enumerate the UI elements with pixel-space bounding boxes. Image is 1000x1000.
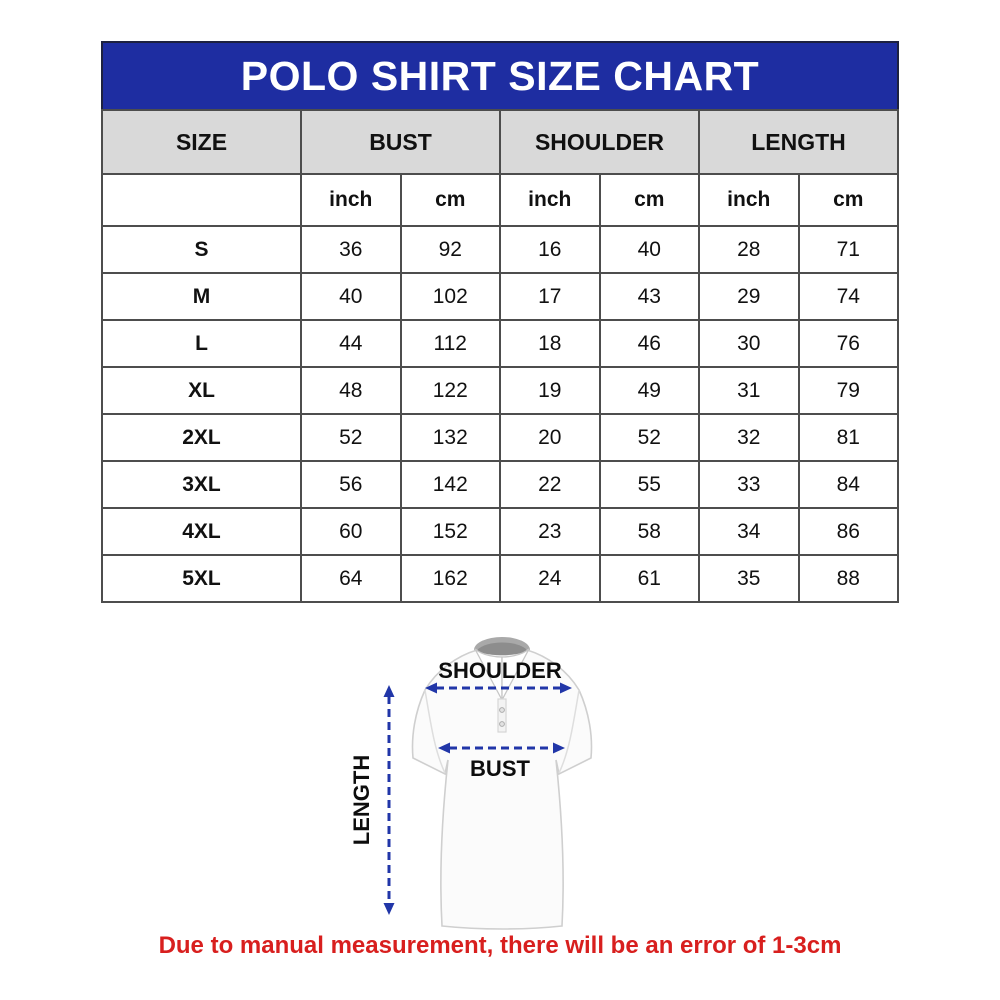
size-label: 3XL xyxy=(102,461,301,508)
cell-value: 46 xyxy=(600,320,700,367)
cell-value: 81 xyxy=(799,414,899,461)
cell-value: 52 xyxy=(301,414,401,461)
length-label: LENGTH xyxy=(349,754,374,846)
cell-value: 31 xyxy=(699,367,799,414)
cell-value: 92 xyxy=(401,226,501,273)
cell-value: 102 xyxy=(401,273,501,320)
cell-value: 79 xyxy=(799,367,899,414)
size-label: 2XL xyxy=(102,414,301,461)
size-label: 4XL xyxy=(102,508,301,555)
bust-label: BUST xyxy=(470,756,530,781)
cell-value: 55 xyxy=(600,461,700,508)
cell-value: 132 xyxy=(401,414,501,461)
polo-shirt-illustration xyxy=(325,626,675,941)
size-label: XL xyxy=(102,367,301,414)
button-icon xyxy=(500,722,505,727)
cell-value: 32 xyxy=(699,414,799,461)
col-header-bust: BUST xyxy=(301,110,500,174)
length-arrow xyxy=(384,685,395,915)
table-header-row xyxy=(102,110,898,174)
cell-value: 48 xyxy=(301,367,401,414)
table-row xyxy=(102,414,898,461)
table-unit-row xyxy=(102,174,898,226)
cell-value: 61 xyxy=(600,555,700,602)
cell-value: 34 xyxy=(699,508,799,555)
cell-value: 35 xyxy=(699,555,799,602)
col-header-shoulder: SHOULDER xyxy=(500,110,699,174)
cell-value: 64 xyxy=(301,555,401,602)
cell-value: 23 xyxy=(500,508,600,555)
cell-value: 71 xyxy=(799,226,899,273)
cell-value: 76 xyxy=(799,320,899,367)
shoulder-label: SHOULDER xyxy=(438,658,562,683)
cell-value: 56 xyxy=(301,461,401,508)
unit-length-inch: inch xyxy=(699,174,799,226)
cell-value: 17 xyxy=(500,273,600,320)
table-row xyxy=(102,461,898,508)
table-row xyxy=(102,508,898,555)
cell-value: 24 xyxy=(500,555,600,602)
cell-value: 112 xyxy=(401,320,501,367)
cell-value: 40 xyxy=(301,273,401,320)
cell-value: 33 xyxy=(699,461,799,508)
table-row xyxy=(102,320,898,367)
cell-value: 52 xyxy=(600,414,700,461)
unit-shoulder-inch: inch xyxy=(500,174,600,226)
unit-bust-cm: cm xyxy=(401,174,501,226)
cell-value: 16 xyxy=(500,226,600,273)
cell-value: 29 xyxy=(699,273,799,320)
size-chart-panel xyxy=(101,41,899,603)
unit-bust-inch: inch xyxy=(301,174,401,226)
chart-title-bar xyxy=(101,41,899,109)
table-row xyxy=(102,226,898,273)
cell-value: 74 xyxy=(799,273,899,320)
cell-value: 88 xyxy=(799,555,899,602)
button-icon xyxy=(500,708,505,713)
cell-value: 43 xyxy=(600,273,700,320)
cell-value: 86 xyxy=(799,508,899,555)
cell-value: 84 xyxy=(799,461,899,508)
cell-value: 152 xyxy=(401,508,501,555)
unit-length-cm: cm xyxy=(799,174,899,226)
cell-value: 60 xyxy=(301,508,401,555)
cell-value: 28 xyxy=(699,226,799,273)
cell-value: 58 xyxy=(600,508,700,555)
cell-value: 30 xyxy=(699,320,799,367)
table-row xyxy=(102,367,898,414)
measurement-diagram xyxy=(325,626,675,941)
cell-value: 22 xyxy=(500,461,600,508)
cell-value: 19 xyxy=(500,367,600,414)
size-table xyxy=(101,109,899,603)
cell-value: 49 xyxy=(600,367,700,414)
cell-value: 18 xyxy=(500,320,600,367)
chart-title: POLO SHIRT SIZE CHART xyxy=(240,52,760,99)
cell-value: 142 xyxy=(401,461,501,508)
size-label: L xyxy=(102,320,301,367)
size-label: 5XL xyxy=(102,555,301,602)
unit-shoulder-cm: cm xyxy=(600,174,700,226)
placket xyxy=(498,699,506,732)
cell-value: 162 xyxy=(401,555,501,602)
cell-value: 20 xyxy=(500,414,600,461)
size-label: S xyxy=(102,226,301,273)
unit-cell-empty xyxy=(102,174,301,226)
col-header-length: LENGTH xyxy=(699,110,898,174)
table-row xyxy=(102,273,898,320)
cell-value: 40 xyxy=(600,226,700,273)
cell-value: 36 xyxy=(301,226,401,273)
cell-value: 44 xyxy=(301,320,401,367)
col-header-size: SIZE xyxy=(102,110,301,174)
measurement-note: Due to manual measurement, there will be an error of 1-3cm xyxy=(158,932,842,959)
table-row xyxy=(102,555,898,602)
cell-value: 122 xyxy=(401,367,501,414)
size-label: M xyxy=(102,273,301,320)
